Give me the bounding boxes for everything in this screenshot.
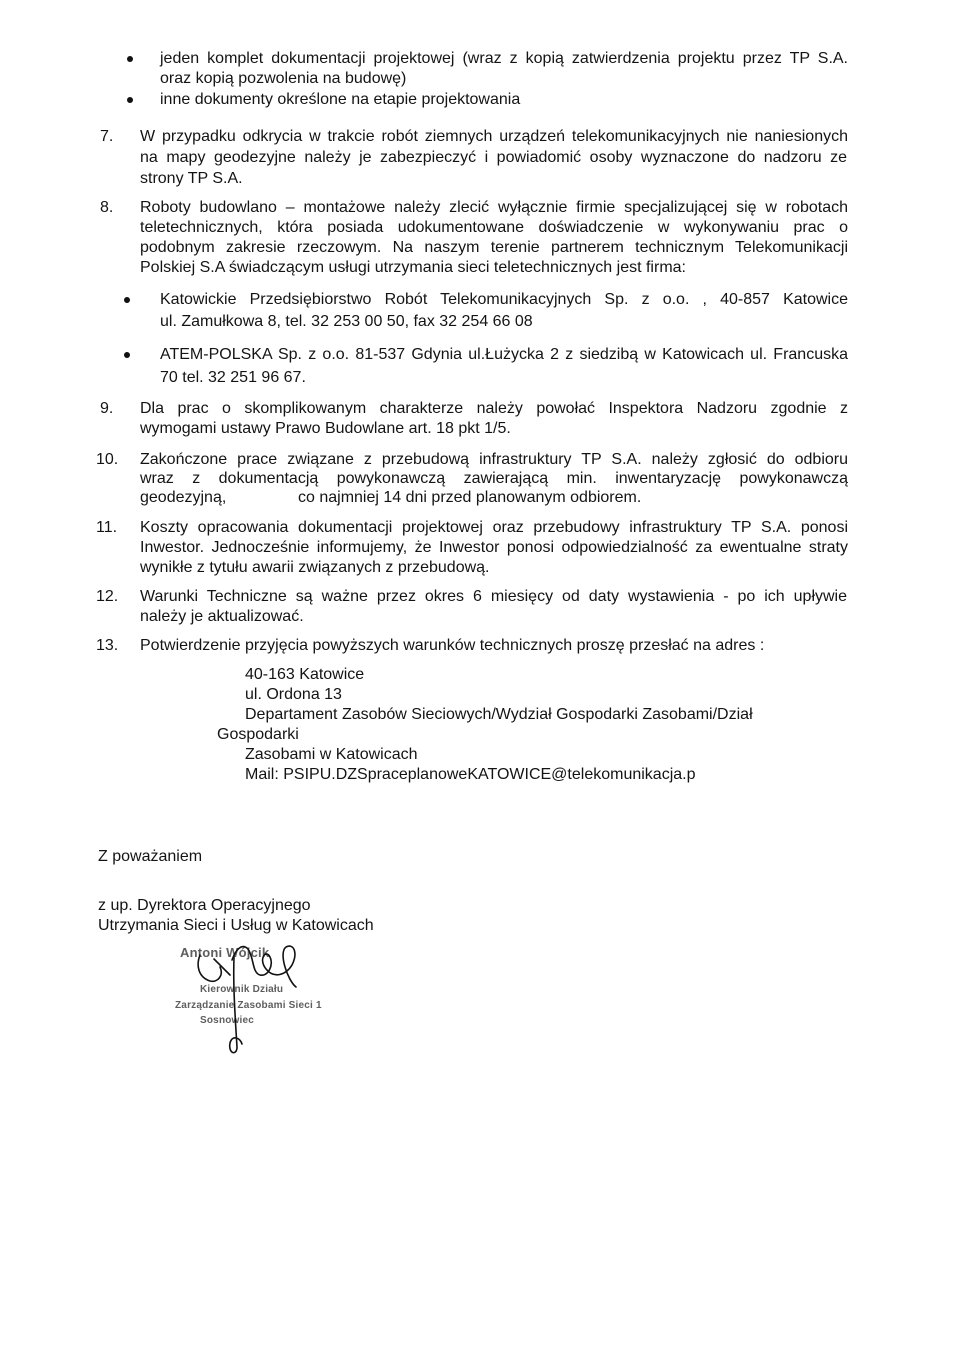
section-7-line-2: na mapy geodezyjne należy je zabezpieczyć i powiadomić osoby wyznaczone do nadzoru ze <box>140 149 847 166</box>
bullet-icon <box>124 297 130 303</box>
section-11-line-2: Inwestor. Jednocześnie informujemy, że Inwestor ponosi odpowiedzialność za ewentualne straty <box>140 539 848 556</box>
address-line: ul. Ordona 13 <box>245 686 342 703</box>
signatory-line: z up. Dyrektora Operacyjnego <box>98 897 311 914</box>
salutation: Z poważaniem <box>98 848 203 865</box>
section-8-line-4: Polskiej S.A świadczącym usługi utrzymania sieci teletechnicznych jest firma: <box>140 259 686 276</box>
stamp-title: Kierownik Działu <box>200 984 284 995</box>
section-10-line-2: wraz z dokumentacją powykonawczą zawierającą min. inwentaryzację powykonawczą <box>140 470 848 487</box>
intro-bullet-2-line-1: inne dokumenty określone na etapie projektowania <box>160 91 521 108</box>
section-10-line-3a: geodezyjną, <box>140 489 227 506</box>
stamp-department: Zarządzanie Zasobami Sieci 1 <box>175 1000 322 1011</box>
section-11-line-3: wynikłe z tytułu awarii związanych z przebudową. <box>140 559 490 576</box>
section-8-line-1: Roboty budowlano – montażowe należy zlecić wyłącznie firmie specjalizującej się w robotach <box>140 199 848 216</box>
section-number: 7. <box>100 128 114 145</box>
section-11-line-1: Koszty opracowania dokumentacji projektowej oraz przebudowy infrastruktury TP S.A. ponosi <box>140 519 848 536</box>
address-line: Zasobami w Katowicach <box>245 746 418 763</box>
stamp-name: Antoni Wójcik <box>180 945 270 960</box>
section-7-line-1: W przypadku odkrycia w trakcie robót ziemnych urządzeń telekomunikacyjnych nie naniesionych <box>140 128 848 145</box>
bullet-icon <box>124 352 130 358</box>
section-number: 10. <box>96 451 119 468</box>
section-number: 11. <box>96 519 118 536</box>
section-10-line-3b: co najmniej 14 dni przed planowanym odbiorem. <box>298 489 642 506</box>
company-2-line-2: 70 tel. 32 251 96 67. <box>160 369 306 386</box>
address-line: 40-163 Katowice <box>245 666 365 683</box>
company-2-line-1: ATEM-POLSKA Sp. z o.o. 81-537 Gdynia ul.Łużycka 2 z siedzibą w Katowicach ul. Francuska <box>160 346 848 363</box>
section-number: 12. <box>96 588 119 605</box>
intro-bullet-1-line-2: oraz kopią pozwolenia na budowę) <box>160 70 407 87</box>
section-number: 13. <box>96 637 119 654</box>
section-number: 8. <box>100 199 114 216</box>
section-9-line-1: Dla prac o skomplikowanym charakterze należy powołać Inspektora Nadzoru zgodnie z <box>140 400 848 417</box>
section-number: 9. <box>100 400 114 417</box>
address-email: Mail: PSIPU.DZSpraceplanoweKATOWICE@telekomunikacja.p <box>245 766 696 783</box>
section-12-line-1: Warunki Techniczne są ważne przez okres 6 miesięcy od daty wystawienia - po ich upływie <box>140 588 847 605</box>
company-1-line-2: ul. Zamułkowa 8, tel. 32 253 00 50, fax 32 254 66 08 <box>160 313 533 330</box>
address-line: Departament Zasobów Sieciowych/Wydział Gospodarki Zasobami/Dział <box>245 706 753 723</box>
section-8-line-2: teletechnicznych, która posiada udokumentowane doświadczenie w wykonywaniu prac o <box>140 219 848 236</box>
section-9-line-2: wymogami ustawy Prawo Budowlane art. 18 pkt 1/5. <box>140 420 511 437</box>
section-7-line-3: strony TP S.A. <box>140 170 243 187</box>
section-8-line-3: podobnym zakresie rzeczowym. Na naszym terenie partnerem technicznym Telekomunikacji <box>140 239 848 256</box>
signatory-line: Utrzymania Sieci i Usług w Katowicach <box>98 917 374 934</box>
signature <box>170 935 320 1060</box>
section-12-line-2: należy je aktualizować. <box>140 608 304 625</box>
intro-bullet-1-line-1: jeden komplet dokumentacji projektowej (wraz z kopią zatwierdzenia projektu przez TP S.A. <box>160 50 848 67</box>
section-13-line-1: Potwierdzenie przyjęcia powyższych warunków technicznych proszę przesłać na adres : <box>140 637 765 654</box>
bullet-icon <box>127 56 133 62</box>
stamp-city: Sosnowiec <box>200 1015 255 1026</box>
section-10-line-1: Zakończone prace związane z przebudową infrastruktury TP S.A. należy zgłosić do odbioru <box>140 451 848 468</box>
bullet-icon <box>127 97 133 103</box>
company-1-line-1: Katowickie Przedsiębiorstwo Robót Telekomunikacyjnych Sp. z o.o. , 40-857 Katowice <box>160 291 848 308</box>
address-line: Gospodarki <box>217 726 299 743</box>
